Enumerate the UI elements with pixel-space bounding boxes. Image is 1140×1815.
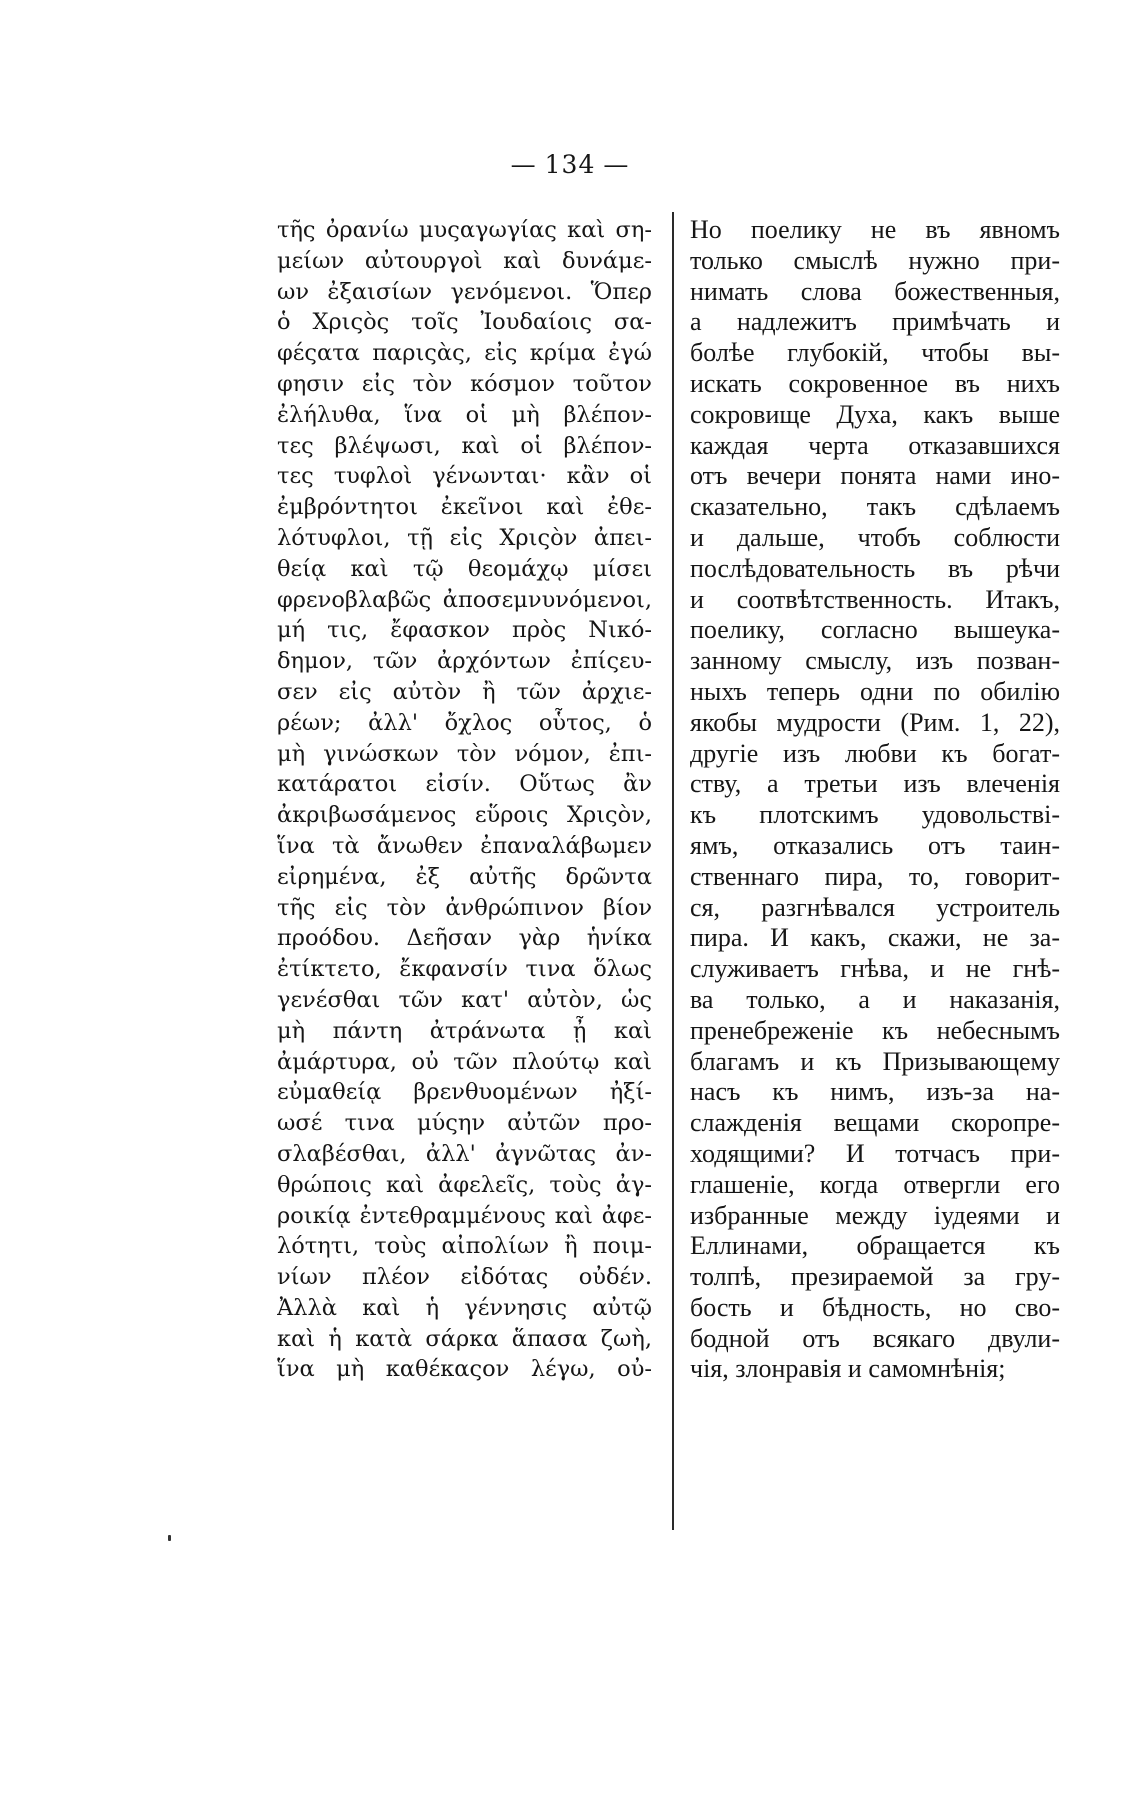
greek-text-line: Ἀλλὰ καὶ ἡ γέννησις αὐτῷ xyxy=(277,1294,652,1321)
greek-text-line: εἰρημένα, ἐξ αὐτῆς δρῶντα xyxy=(277,863,652,890)
print-speck xyxy=(168,1535,171,1541)
greek-text-line: ἵνα τὰ ἄνωθεν ἐπαναλάβωμεν xyxy=(277,832,652,859)
page-number xyxy=(0,150,1140,179)
greek-text-line: μὴ πάντη ἀτράνωτα ᾖ καὶ xyxy=(277,1017,652,1044)
greek-text-line: θείᾳ καὶ τῷ θεομάχῳ μίσει xyxy=(277,555,652,582)
greek-text-line: ἵνα μὴ καθέκαςον λέγω, οὐ- xyxy=(277,1356,652,1383)
russian-text-column xyxy=(690,215,1060,1385)
greek-text-line: τῆς εἰς τὸν ἀνθρώπινον βίον xyxy=(277,894,652,921)
greek-text-line: φησιν εἰς τὸν κόσμον τοῦτον xyxy=(277,370,652,397)
russian-text-line: насъ къ нимъ, изъ-за на- xyxy=(690,1077,1060,1107)
russian-text-line: благамъ и къ Призывающему xyxy=(690,1046,1060,1076)
greek-text-line: ὁ Χριςὸς τοῖς Ἰουδαίοις σα- xyxy=(277,309,652,336)
greek-text-line: δημον, τῶν ἀρχόντων ἐπίςευ- xyxy=(277,648,652,675)
greek-text-line: ων ἐξαισίων γενόμενοι. Ὅπερ xyxy=(277,278,652,305)
russian-text-line: занному смыслу, изъ позван- xyxy=(690,646,1060,676)
russian-text-line: бодной отъ всякаго двули- xyxy=(690,1323,1060,1353)
greek-text-line: ἐλήλυθα, ἵνα οἱ μὴ βλέπον- xyxy=(277,401,652,428)
greek-text-line: μὴ γινώσκων τὸν νόμον, ἐπι- xyxy=(277,740,652,767)
russian-text-line: поелику, согласно вышеука- xyxy=(690,615,1060,645)
russian-text-line: бость и бѣдность, но сво- xyxy=(690,1292,1060,1322)
russian-text-line: сокровище Духа, какъ выше xyxy=(690,399,1060,429)
page-number-dash-left: — xyxy=(510,150,537,179)
greek-text-line: φρενοβλαβῶς ἀποσεμνυνόμενοι, xyxy=(277,586,652,613)
greek-text-line: φέςατα παριςὰς, εἰς κρίμα ἐγώ xyxy=(277,340,652,367)
russian-text-line: якобы мудрости (Рим. 1, 22), xyxy=(690,707,1060,737)
russian-text-line: пренебреженіе къ небеснымъ xyxy=(690,1015,1060,1045)
russian-text-line: каждая черта отказавшихся xyxy=(690,430,1060,460)
greek-text-line: μή τις, ἔφασκον πρὸς Νικό- xyxy=(277,617,652,644)
russian-text-line: избранные между іудеями и xyxy=(690,1200,1060,1230)
russian-text-line: ственнаго пира, то, говорит- xyxy=(690,861,1060,891)
greek-text-line: τῆς ὀρανίω μυςαγωγίας καὶ ση- xyxy=(277,217,652,243)
greek-text-line: ἐτίκτετο, ἔκφανσίν τινα ὅλως xyxy=(277,956,652,983)
greek-text-line: σεν εἰς αὐτὸν ἢ τῶν ἀρχιε- xyxy=(277,678,652,705)
russian-text-line: нимать слова божественныя, xyxy=(690,276,1060,306)
russian-text-line: ходящими? И тотчасъ при- xyxy=(690,1138,1060,1168)
greek-text-line: προόδου. Δεῆσαν γὰρ ἡνίκα xyxy=(277,925,652,952)
column-divider xyxy=(672,212,674,1530)
russian-text-line: толпѣ, презираемой за гру- xyxy=(690,1262,1060,1292)
greek-text-line: λότητι, τοὺς αἰπολίων ἢ ποιμ- xyxy=(277,1233,652,1260)
greek-text-line: θρώποις καὶ ἀφελεῖς, τοὺς ἀγ- xyxy=(277,1171,652,1198)
greek-text-line: τες βλέψωσι, καὶ οἱ βλέπον- xyxy=(277,432,652,459)
russian-text-line: къ плотскимъ удовольстві- xyxy=(690,800,1060,830)
russian-text-line: послѣдовательность въ рѣчи xyxy=(690,553,1060,583)
russian-text-line: Еллинами, обращается къ xyxy=(690,1231,1060,1261)
greek-text-line: ἐμβρόντητοι ἐκεῖνοι καὶ ἐθε- xyxy=(277,494,652,521)
russian-text-line: и дальше, чтобъ соблюсти xyxy=(690,522,1060,552)
russian-text-line: искать сокровенное въ нихъ xyxy=(690,368,1060,398)
russian-text-line: слажденія вещами скоропре- xyxy=(690,1108,1060,1138)
page-number-value: 134 xyxy=(544,150,596,179)
russian-text-line: ныхъ теперь одни по обилію xyxy=(690,676,1060,706)
russian-text-line: и соотвѣтственность. Итакъ, xyxy=(690,584,1060,614)
greek-text-line: ἀμάρτυρα, οὐ τῶν πλούτῳ καὶ xyxy=(277,1048,652,1075)
russian-text-line: болѣе глубокій, чтобы вы- xyxy=(690,338,1060,368)
greek-text-line: ἀκριβωσάμενος εὕροις Χριςὸν, xyxy=(277,802,652,829)
greek-text-line: ωσέ τινα μύςην αὐτῶν προ- xyxy=(277,1110,652,1137)
greek-text-line: νίων πλέον εἰδότας οὐδέν. xyxy=(277,1264,652,1291)
russian-text-line: Но поелику не въ явномъ xyxy=(690,215,1060,244)
russian-text-line: только смыслѣ нужно при- xyxy=(690,245,1060,275)
russian-text-line: ямъ, отказались отъ таин- xyxy=(690,830,1060,860)
greek-text-line: σλαβέσθαι, ἀλλ' ἀγνῶτας ἀν- xyxy=(277,1140,652,1167)
russian-text-line: служиваетъ гнѣва, и не гнѣ- xyxy=(690,954,1060,984)
russian-text-line: ся, разгнѣвался устроитель xyxy=(690,892,1060,922)
greek-text-line: εὐμαθείᾳ βρενθυομένων ἠξί- xyxy=(277,1079,652,1106)
russian-text-line: отъ вечери понята нами ино- xyxy=(690,461,1060,491)
russian-text-line: ству, а третьи изъ влеченія xyxy=(690,769,1060,799)
russian-text-line: сказательно, такъ сдѣлаемъ xyxy=(690,492,1060,522)
page-number-dash-right: — xyxy=(603,150,630,179)
russian-text-line: а надлежитъ примѣчать и xyxy=(690,307,1060,337)
russian-text-line: чія, злонравія и самомнѣнія; xyxy=(690,1354,1006,1384)
greek-text-line: λότυφλοι, τῇ εἰς Χριςὸν ἀπει- xyxy=(277,524,652,551)
russian-text-line: глашеніе, когда отвергли его xyxy=(690,1169,1060,1199)
greek-text-column xyxy=(277,215,652,1385)
greek-text-line: τες τυφλοὶ γένωνται· κἂν οἱ xyxy=(277,463,652,490)
greek-text-line: καὶ ἡ κατὰ σάρκα ἅπασα ζωὴ, xyxy=(277,1325,652,1352)
russian-text-line: ва только, а и наказанія, xyxy=(690,984,1060,1014)
greek-text-line: κατάρατοι εἰσίν. Οὕτως ἂν xyxy=(277,771,652,798)
greek-text-line: ρέων; ἀλλ' ὄχλος οὗτος, ὁ xyxy=(277,709,652,736)
greek-text-line: γενέσθαι τῶν κατ' αὐτὸν, ὡς xyxy=(277,986,652,1013)
russian-text-line: пира. И какъ, скажи, не за- xyxy=(690,923,1060,953)
russian-text-line: другіе изъ любви къ богат- xyxy=(690,738,1060,768)
greek-text-line: ροικίᾳ ἐντεθραμμένους καὶ ἀφε- xyxy=(277,1202,652,1229)
greek-text-line: μείων αὐτουργοὶ καὶ δυνάμε- xyxy=(277,247,652,274)
